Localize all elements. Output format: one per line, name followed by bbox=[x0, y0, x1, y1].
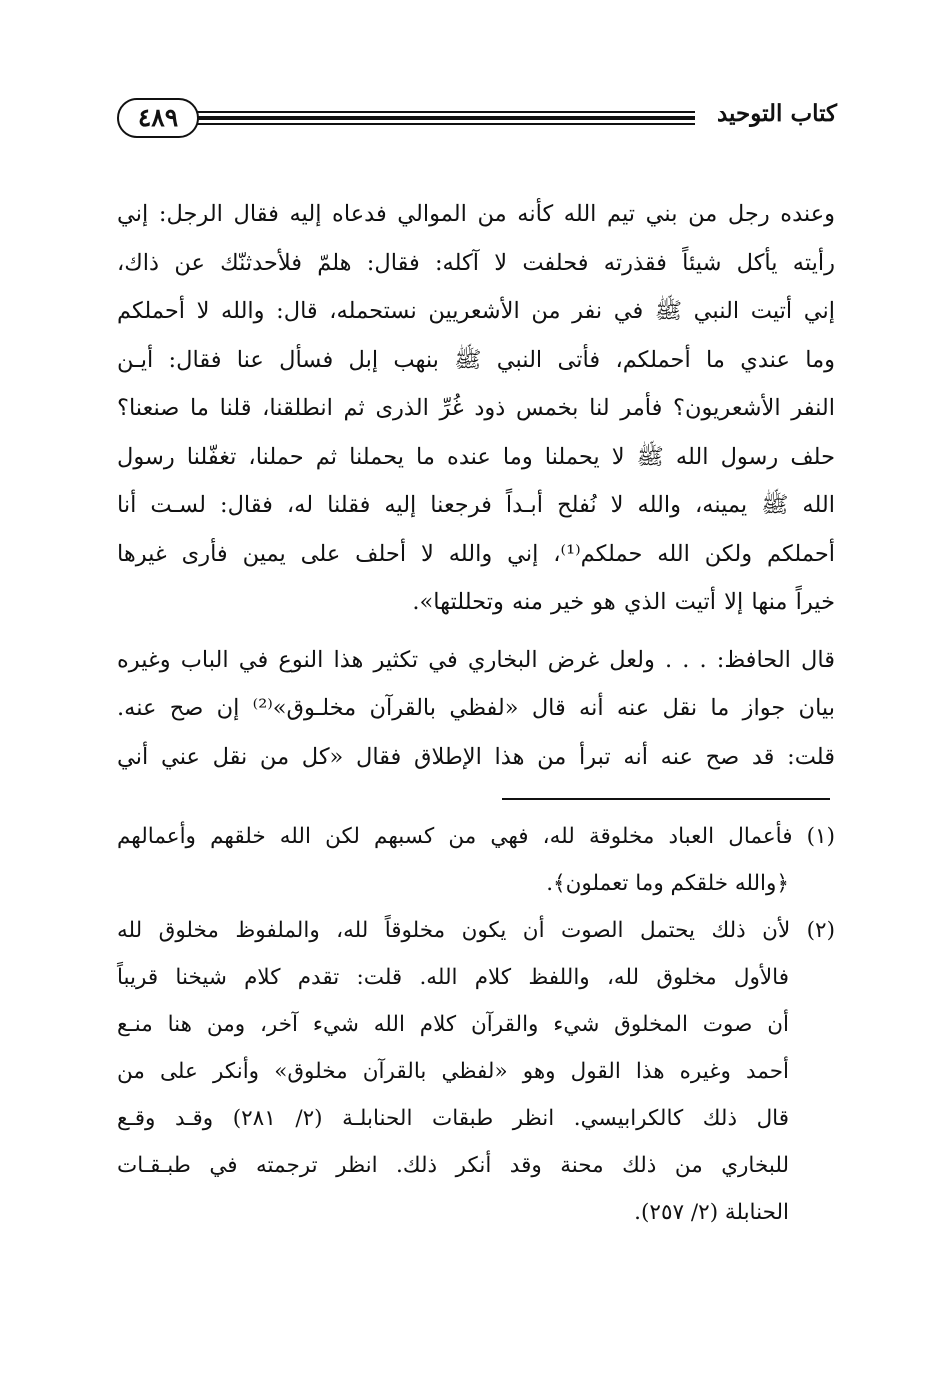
footnote-2-line: قال ذلك كالكرابيسي. انظر طبقات الحنابلـة (٢/ ٢٨١) وقـد وقـع bbox=[117, 1106, 790, 1131]
paragraph-gap bbox=[117, 627, 835, 636]
text-line: أحملكم ولكن الله حملكم⁽¹⁾، إني والله لا أحلف على يمين فأرى غيرها bbox=[117, 540, 835, 567]
footnote-2-line: (٢) لأن ذلك يحتمل الصوت أن يكون مخلوقاً لله، والملفوظ مخلوق لله bbox=[117, 918, 835, 943]
text-line: بيان جواز ما نقل عنه أنه قال «لفظي بالقرآن مخلـوق»⁽²⁾ إن صح عنه. bbox=[117, 695, 835, 721]
text-line: خيراً منها إلا أتيت الذي هو خير منه وتحللتها». bbox=[412, 589, 835, 615]
footnote-2-line: الحنابلة (٢/ ٢٥٧). bbox=[634, 1200, 789, 1225]
footnote-2-line: للبخاري من ذلك محنة وقد أنكر ذلك. انظر ترجمته في طبـقـات bbox=[117, 1153, 789, 1178]
paragraph-commentary bbox=[117, 636, 835, 782]
running-header bbox=[117, 98, 837, 148]
header-rule-upper bbox=[197, 111, 695, 113]
text-line: رأيته يأكل شيئاً فقذرته فحلفت لا آكله: فقال: هلمّ فلأحدثنّك عن ذاك، bbox=[117, 249, 835, 276]
text-line: وما عندي ما أحملكم، فأتى النبي ﷺ بنهب إبل فسأل عنا فقال: أيـن bbox=[117, 346, 835, 373]
footnotes bbox=[117, 813, 835, 1236]
footnote-separator bbox=[502, 798, 830, 800]
book-title: كتاب التوحيد bbox=[716, 100, 837, 127]
text-line: النفر الأشعريون؟ فأمر لنا بخمس ذود غُرِّ الذرى ثم انطلقنا، قلنا ما صنعنا؟ bbox=[117, 395, 835, 421]
footnote-1-line: ﴿والله خلقكم وما تعملون﴾. bbox=[546, 871, 789, 896]
text-line: حلف رسول الله ﷺ لا يحملنا وما عنده ما يحملنا ثم حملنا، تغفّلنا رسول bbox=[117, 443, 835, 470]
page-number: ٤٨٩ bbox=[117, 98, 199, 138]
footnote-2-line: أحمد وغيره هذا القول وهو «لفظي بالقرآن مخلوق» وأنكر على من bbox=[117, 1059, 789, 1084]
text-line: قلت: قد صح عنه أنه تبرأ من هذا الإطلاق فقال «كل من نقل عني أني bbox=[117, 743, 835, 770]
footnote-2-line: فالأول مخلوق لله، واللفظ كلام الله. قلت: تقدم كلام شيخنا قريباً bbox=[117, 965, 789, 990]
footnote-2-line: أن صوت المخلوق شيء والقرآن كلام الله شيء آخر، ومن هنا منـع bbox=[117, 1012, 789, 1037]
header-rule-lower bbox=[197, 123, 695, 125]
text-line: قال الحافظ: . . . ولعل غرض البخاري في تكثير هذا النوع في الباب وغيره bbox=[117, 646, 835, 673]
paragraph-hadith bbox=[117, 190, 835, 627]
footnote-1-line: (١) فأعمال العباد مخلوقة لله، فهي من كسبهم لكن الله خلقهم وأعمالهم bbox=[117, 824, 835, 849]
main-text bbox=[117, 190, 835, 781]
header-rule-thick bbox=[197, 116, 695, 120]
text-line: إني أتيت النبي ﷺ في نفر من الأشعريين نستحمله، قال: والله لا أحملكم bbox=[117, 298, 835, 324]
text-line: الله ﷺ يمينه، والله لا نُفلح أبـداً فرجعنا إليه فقلنا له، فقال: لسـت أنا bbox=[117, 492, 835, 518]
text-line: وعنده رجل من بني تيم الله كأنه من الموالي فدعاه إليه فقال الرجل: إني bbox=[117, 201, 835, 227]
